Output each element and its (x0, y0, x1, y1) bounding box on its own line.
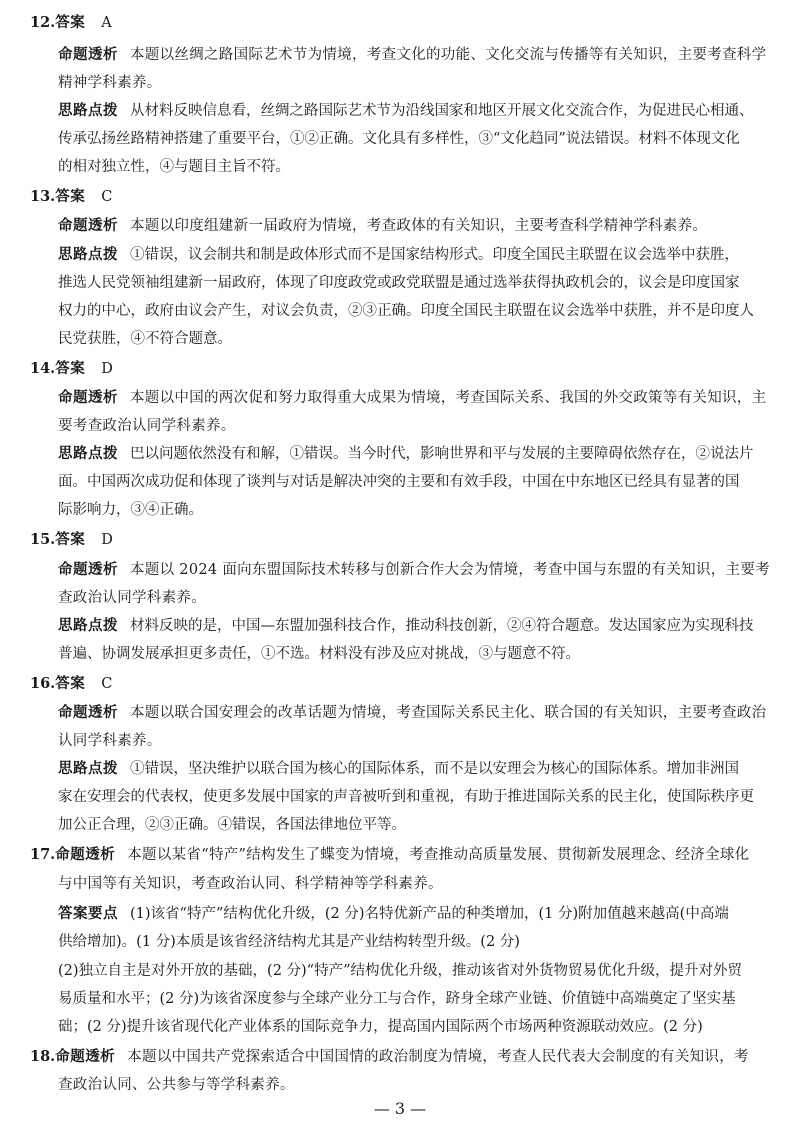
question-18-intent (30, 1047, 749, 1067)
question-12-answer-line (30, 13, 112, 33)
intent-text: 本题以联合国安理会的改革话题为情境，考查国际关系民主化、联合国的有关知识，主要考查政治 (130, 705, 767, 721)
intent-label: 命题透析 (58, 390, 118, 406)
analysis-text: ①错误，坚决维护以联合国为核心的国际体系，而不是以安理会为核心的国际体系。增加非洲国 (130, 761, 739, 777)
question-15-analysis (58, 616, 754, 636)
analysis-text: ①错误，议会制共和制是政体形式而不是国家结构形式。印度全国民主联盟在议会选举中获胜， (130, 247, 739, 263)
intent-text-line: 查政治认同学科素养。 (58, 590, 206, 606)
analysis-label: 思路点拨 (58, 247, 118, 263)
analysis-text-line: 家在安理会的代表权，使更多发展中国家的声音被听到和重视，有助于推进国际关系的民主化，使国际秩序更 (58, 789, 754, 805)
intent-text-line: 认同学科素养。 (58, 733, 162, 749)
answer-value: A (101, 15, 112, 31)
answer-label: 答案 (55, 361, 86, 377)
analysis-text-line: 面。中国两次成功促和体现了谈判与对话是解决冲突的主要和有效手段，中国在中东地区已经具有显著的国 (58, 474, 740, 490)
intent-label: 命题透析 (55, 847, 116, 863)
question-16-intent (58, 703, 766, 723)
page-number: — 3 — (373, 1099, 427, 1118)
question-13-analysis (58, 245, 739, 265)
answer-points-line: 供给增加)。(1 分)本质是该省经济结构尤其是产业结构转型升级。(2 分) (58, 934, 520, 950)
question-13-answer-line (30, 187, 112, 207)
intent-text: 本题以印度组建新一届政府为情境，考查政体的有关知识，主要考查科学精神学科素养。 (130, 218, 708, 234)
intent-label: 命题透析 (58, 47, 118, 63)
intent-label: 命题透析 (58, 705, 118, 721)
intent-label: 命题透析 (58, 218, 118, 234)
analysis-text-line: 普遍、协调发展承担更多责任，①不选。材料没有涉及应对挑战，③与题意不符。 (58, 646, 580, 662)
answer-label: 答案 (55, 532, 86, 548)
answer-label: 答案 (55, 15, 86, 31)
intent-text: 本题以中国的两次促和努力取得重大成果为情境，考查国际关系、我国的外交政策等有关知识，主 (130, 390, 767, 406)
answer-value: D (101, 361, 113, 377)
question-number: 14. (30, 360, 56, 377)
analysis-text: 材料反映的是，中国—东盟加强科技合作，推动科技创新，②④符合题意。发达国家应为实现科技 (130, 618, 754, 634)
question-15-answer-line (30, 530, 113, 550)
question-14-answer-line (30, 359, 113, 379)
question-13-intent (58, 216, 707, 236)
answer-label: 答案 (55, 676, 86, 692)
analysis-text-line: 民党获胜，④不符合题意。 (58, 331, 232, 347)
analysis-text: 巴以问题依然没有和解，①错误。当今时代，影响世界和平与发展的主要障碍依然存在，②说法片 (130, 446, 754, 462)
analysis-text-line: 推选人民党领袖组建新一届政府，体现了印度政党或政党联盟是通过选举获得执政机会的，议会是印度国家 (58, 275, 740, 291)
answer-label: 答案 (55, 189, 86, 205)
analysis-label: 思路点拨 (58, 446, 118, 462)
answer-points-line: 础；(2 分)提升该省现代化产业体系的国际竞争力，提高国内国际两个市场两种资源联动效应。(2 分) (58, 1019, 703, 1035)
question-14-intent (58, 388, 766, 408)
question-number: 18. (30, 1048, 56, 1065)
question-16-analysis (58, 759, 739, 779)
answer-points-line: (2)独立自主是对外开放的基础，(2 分)“特产”结构优化升级，推动该省对外货物贸易优化升级，提升对外贸 (58, 963, 743, 979)
question-number: 13. (30, 188, 56, 205)
question-12-intent (58, 45, 766, 65)
answer-points-label: 答案要点 (58, 906, 118, 922)
intent-label: 命题透析 (55, 1049, 116, 1065)
question-16-answer-line (30, 674, 112, 694)
analysis-label: 思路点拨 (58, 761, 118, 777)
analysis-text: 从材料反映信息看，丝绸之路国际艺术节为沿线国家和地区开展文化交流合作，为促进民心相通、 (130, 103, 754, 119)
question-15-intent (58, 560, 770, 580)
question-17-answer-points (58, 904, 729, 924)
analysis-text-line: 加公正合理，②③正确。④错误，各国法律地位平等。 (58, 817, 406, 833)
intent-text-line: 与中国等有关知识，考查政治认同、科学精神等学科素养。 (58, 876, 443, 892)
answer-value: C (101, 189, 113, 205)
answer-value: C (101, 676, 113, 692)
answer-value: D (101, 532, 113, 548)
intent-text: 本题以某省“特产”结构发生了蝶变为情境，考查推动高质量发展、贯彻新发展理念、经济全球化 (127, 847, 750, 863)
question-number: 15. (30, 531, 56, 548)
intent-text-line: 精神学科素养。 (58, 75, 162, 91)
analysis-text-line: 际影响力，③④正确。 (58, 502, 203, 518)
question-number: 16. (30, 675, 56, 692)
analysis-text-line: 权力的中心，政府由议会产生，对议会负责，②③正确。印度全国民主联盟在议会选举中获胜，并不是印度人 (58, 303, 754, 319)
analysis-label: 思路点拨 (58, 618, 118, 634)
question-17-intent (30, 845, 749, 865)
question-number: 12. (30, 14, 56, 31)
intent-text: 本题以丝绸之路国际艺术节为情境，考查文化的功能、文化交流与传播等有关知识，主要考查科学 (130, 47, 767, 63)
question-14-analysis (58, 444, 754, 464)
question-12-analysis (58, 101, 754, 121)
intent-text-line: 查政治认同、公共参与等学科素养。 (58, 1077, 295, 1093)
question-number: 17. (30, 846, 56, 863)
analysis-label: 思路点拨 (58, 103, 118, 119)
intent-text: 本题以中国共产党探索适合中国国情的政治制度为情境，考查人民代表大会制度的有关知识，考 (127, 1049, 749, 1065)
analysis-text-line: 传承弘扬丝路精神搭建了重要平台，①②正确。文化具有多样性，③“文化趋同”说法错误。材料不体现文化 (58, 131, 740, 147)
intent-text-line: 要考查政治认同学科素养。 (58, 418, 236, 434)
analysis-text-line: 的相对独立性，④与题目主旨不符。 (58, 159, 290, 175)
answer-points-line: 易质量和水平；(2 分)为该省深度参与全球产业分工与合作，跻身全球产业链、价值链中高端奠定了坚实基 (58, 991, 736, 1007)
answer-points-text: (1)该省“特产”结构优化升级，(2 分)名特优新产品的种类增加，(1 分)附加值越来越高(中高端 (130, 906, 729, 922)
intent-label: 命题透析 (58, 562, 118, 578)
intent-text: 本题以 2024 面向东盟国际技术转移与创新合作大会为情境，考查中国与东盟的有关知识，主要考 (130, 562, 770, 578)
